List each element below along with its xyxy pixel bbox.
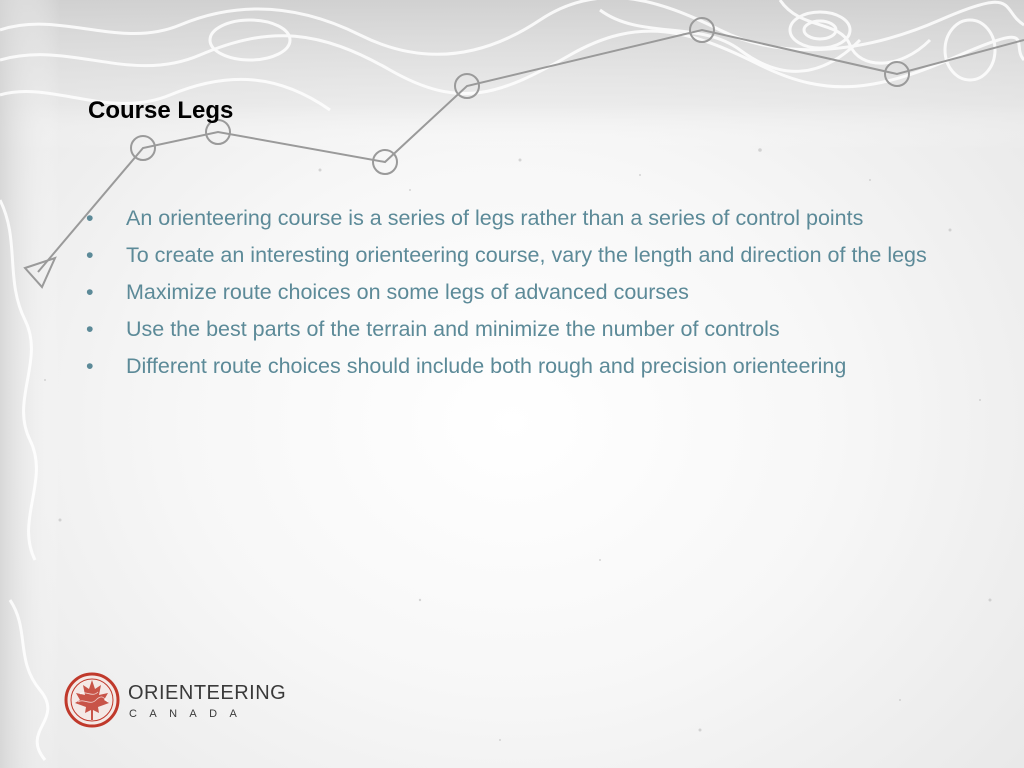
bullet-item [86,314,946,345]
bullet-item [86,277,946,308]
bullet-text: Use the best parts of the terrain and minimize the number of controls [126,317,780,341]
slide-title: Course Legs [88,97,234,124]
bullet-item [86,351,946,382]
orienteering-canada-logo [64,672,287,736]
logo-subtitle: CANADA [129,708,250,720]
bullet-text: Maximize route choices on some legs of advanced courses [126,280,689,304]
bullet-text: An orienteering course is a series of legs rather than a series of control points [126,206,864,230]
bullet-marker: • [86,243,94,267]
maple-leaf-icon [64,672,120,728]
bullet-item [86,240,946,271]
bullet-marker: • [86,317,94,341]
bullet-text: To create an interesting orienteering course, vary the length and direction of the legs [126,243,927,267]
bullet-marker: • [86,206,94,230]
bullet-item [86,203,946,234]
bullet-marker: • [86,354,94,378]
bullet-list [86,203,946,388]
logo-wordmark: ORIENTEERING [128,682,287,704]
bullet-text: Different route choices should include both rough and precision orienteering [126,354,847,378]
bullet-marker: • [86,280,94,304]
